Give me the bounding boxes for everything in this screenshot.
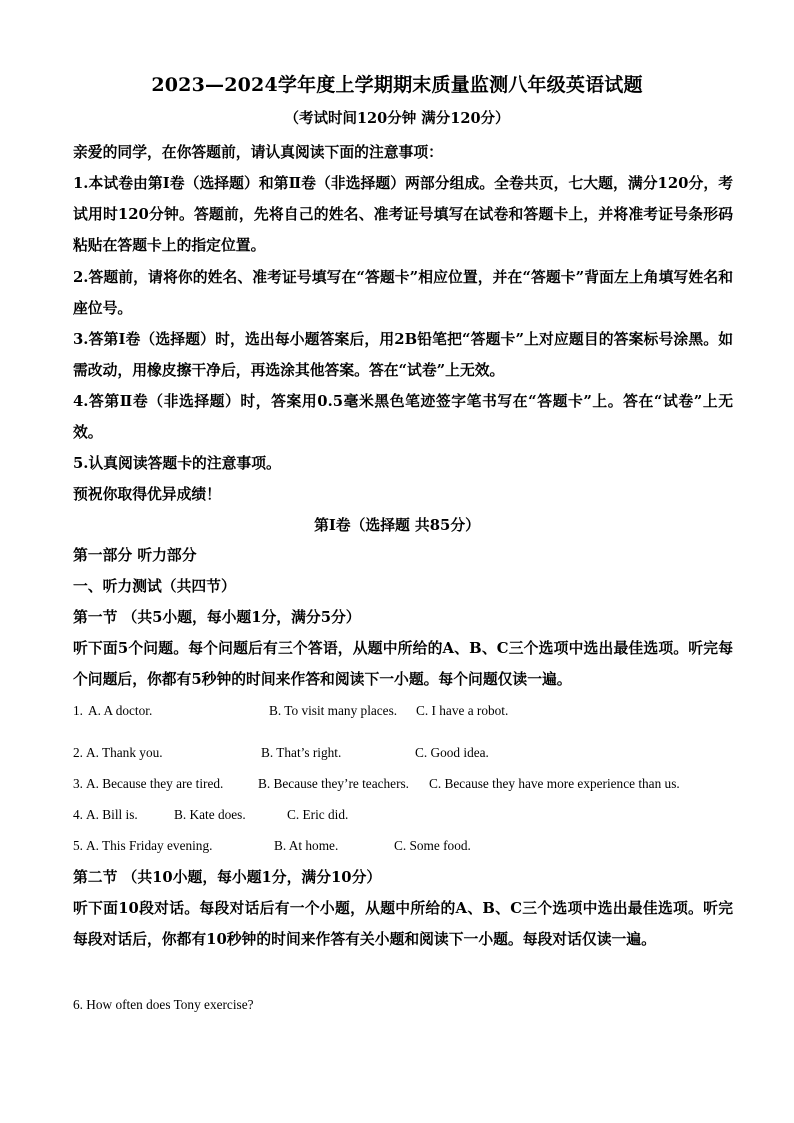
notice-item-5: 5.认真阅读答题卡的注意事项。 <box>73 455 281 472</box>
option-a: A. Bill is. <box>86 807 138 822</box>
sec2-title: 第二节 （共10小题，每小题1分，满分10分） <box>73 869 382 886</box>
question-number: 1. <box>73 703 83 718</box>
notice-intro: 亲爱的同学，在你答题前，请认真阅读下面的注意事项： <box>73 144 443 161</box>
option-c: C. Good idea. <box>415 745 489 760</box>
option-b: B. To visit many places. <box>269 703 398 718</box>
option-b: B. At home. <box>274 838 339 853</box>
option-b: B. That’s right. <box>261 745 342 760</box>
option-c: C. Eric did. <box>287 807 349 822</box>
sec1-instructions: 听下面5个问题。每个问题后有三个答语，从题中所给的A、B、C三个选项中选出最佳选项。听完每个问题后，你都有5秒钟的时间来作答和阅读下一小题。每个问题仅读一遍。 <box>73 640 733 688</box>
question-number: 5. <box>73 838 83 853</box>
option-b: B. Because they’re teachers. <box>258 776 409 791</box>
sec1-title: 第一节 （共5小题，每小题1分，满分5分） <box>73 609 361 626</box>
exam-subtitle: （考试时间120分钟 满分120分） <box>284 110 510 127</box>
option-a: A. A doctor. <box>88 703 153 718</box>
volume-1-heading: 第Ⅰ卷（选择题 共85分） <box>314 517 480 534</box>
question-number: 3. <box>73 776 83 791</box>
question-number: 2. <box>73 745 83 760</box>
sec2-instructions: 听下面10段对话。每段对话后有一个小题，从题中所给的A、B、C三个选项中选出最佳选项。听完每段对话后，你都有10秒钟的时间来作答有关小题和阅读下一小题。每段对话仅读一遍。 <box>73 900 733 948</box>
question-6: 6. How often does Tony exercise? <box>73 997 254 1012</box>
notice-item-3: 3.答第Ⅰ卷（选择题）时，选出每小题答案后，用2B铅笔把“答题卡”上对应题目的答案标号涂黑。如需改动，用橡皮擦干净后，再选涂其他答案。答在“试卷”上无效。 <box>73 331 733 379</box>
notice-item-1: 1.本试卷由第Ⅰ卷（选择题）和第Ⅱ卷（非选择题）两部分组成。全卷共页，七大题，满分120分，考试用时120分钟。答题前，先将自己的姓名、准考证号填写在试卷和答题卡上，并将准考证号条形码粘贴在答题卡上的指定位置。 <box>73 175 733 254</box>
option-c: C. I have a robot. <box>416 703 509 718</box>
notice-item-2: 2.答题前，请将你的姓名、准考证号填写在“答题卡”相应位置，并在“答题卡”背面左上角填写姓名和座位号。 <box>73 269 733 317</box>
option-a: A. This Friday evening. <box>86 838 213 853</box>
exam-title: 2023—2024学年度上学期期末质量监测八年级英语试题 <box>151 74 643 96</box>
notice-item-4: 4.答第Ⅱ卷（非选择题）时，答案用0.5毫米黑色笔迹签字笔书写在“答题卡”上。答在“试卷”上无效。 <box>73 393 733 441</box>
notice-wish: 预祝你取得优异成绩！ <box>73 486 221 503</box>
option-c: C. Some food. <box>394 838 471 853</box>
section-heading: 一、听力测试（共四节） <box>73 578 236 595</box>
option-a: A. Thank you. <box>86 745 163 760</box>
option-a: A. Because they are tired. <box>86 776 224 791</box>
part-1-heading: 第一部分 听力部分 <box>73 547 197 564</box>
option-c: C. Because they have more experience than us. <box>429 776 680 791</box>
question-number: 4. <box>73 807 83 822</box>
option-b: B. Kate does. <box>174 807 246 822</box>
